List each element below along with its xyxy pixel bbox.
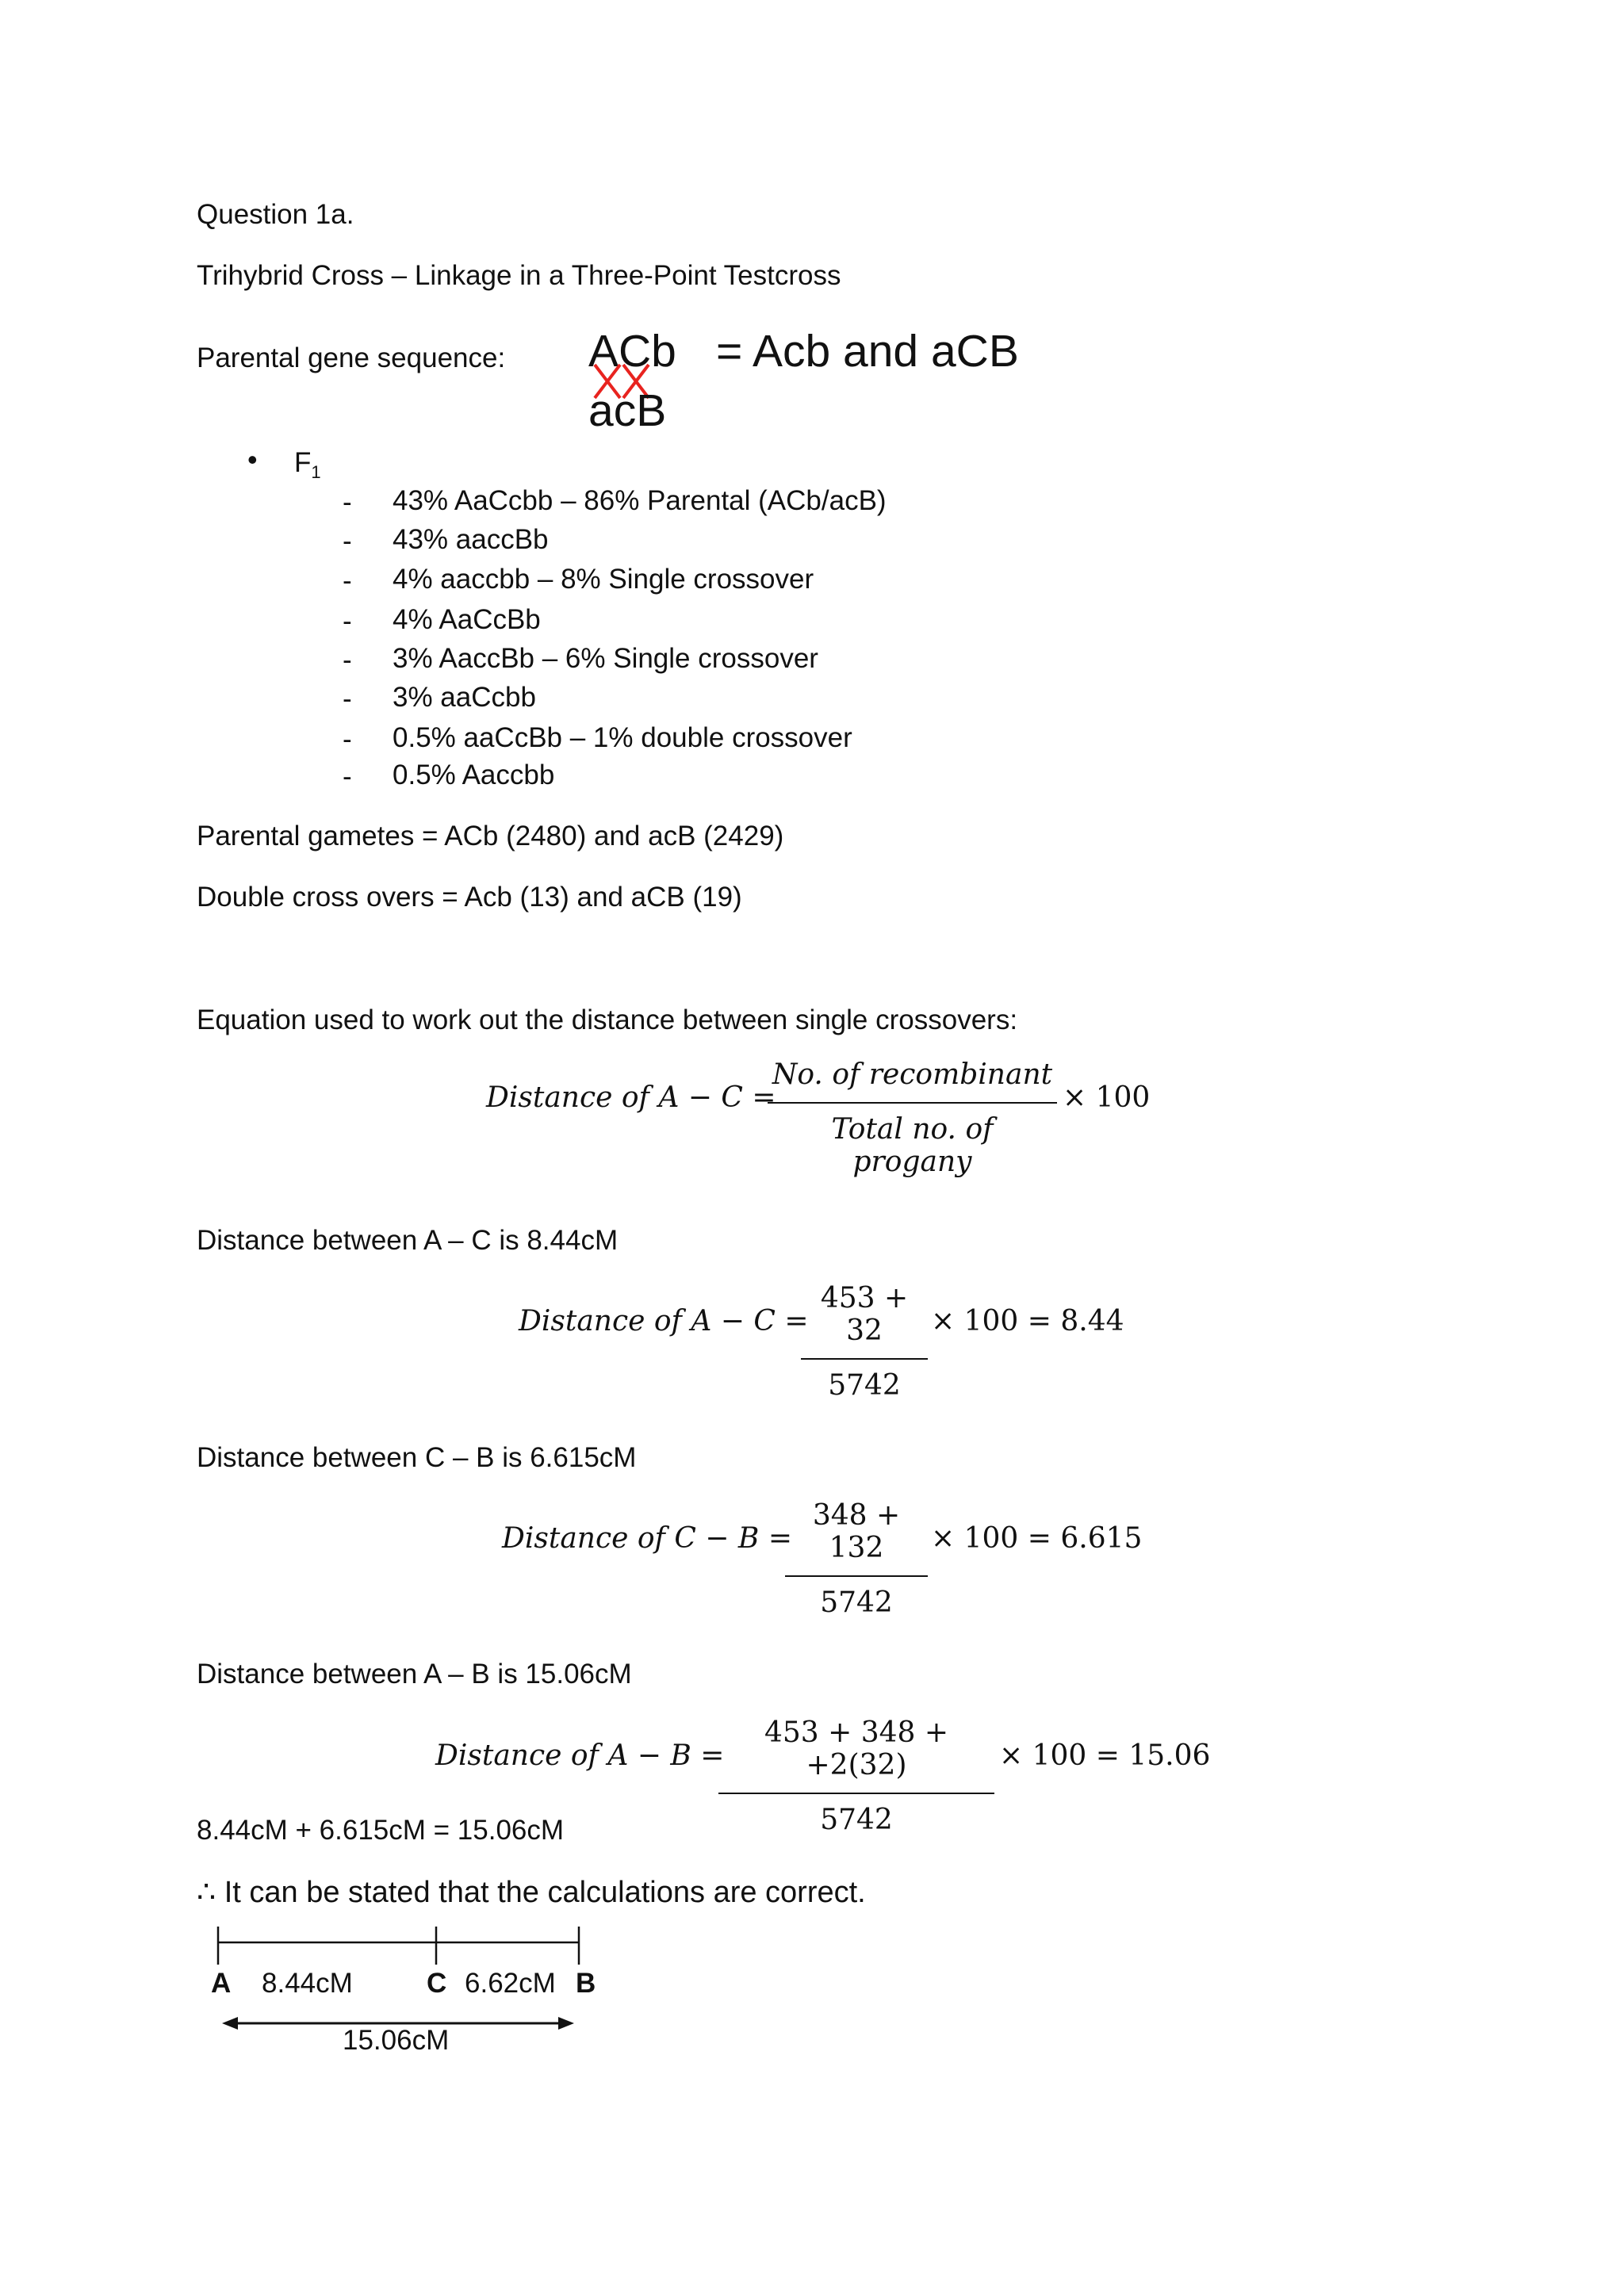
list-dash: - (343, 606, 352, 637)
ab-eq-denominator: 5742 (820, 1804, 893, 1836)
list-dash: - (343, 761, 352, 792)
general-eq-lhs: Distance of A − C = (486, 1081, 776, 1114)
ab-eq-numerator: 453 + 348 + +2(32) (718, 1716, 994, 1794)
parental-gametes: Parental gametes = ACb (2480) and acB (2429) (197, 821, 784, 851)
map-total-distance: 15.06cM (343, 2025, 450, 2056)
list-dash: - (343, 724, 352, 755)
general-eq-fraction (768, 1058, 1057, 1178)
list-item: 0.5% Aaccbb (393, 760, 555, 790)
list-item: 43% aaccBb (393, 524, 549, 555)
list-item: 3% AaccBb – 6% Single crossover (393, 643, 818, 674)
arrow-left-icon (222, 2017, 238, 2030)
list-item: 4% AaCcBb (393, 604, 541, 635)
ac-eq-fraction (801, 1282, 928, 1402)
map-label-b: B (576, 1968, 596, 1999)
general-eq-rhs: × 100 (1063, 1081, 1151, 1114)
cb-eq-numerator: 348 + 132 (785, 1499, 928, 1577)
parental-sequence-label: Parental gene sequence: (197, 342, 506, 373)
general-eq-numerator: No. of recombinant (768, 1058, 1057, 1104)
map-distance-ac: 8.44cM (262, 1968, 353, 1999)
sum-check: 8.44cM + 6.615cM = 15.06cM (197, 1815, 565, 1846)
f1-bullet: • (247, 443, 258, 476)
map-label-c: C (427, 1968, 447, 1999)
ac-distance-statement: Distance between A – C is 8.44cM (197, 1225, 619, 1256)
list-item: 3% aaCcbb (393, 682, 536, 713)
ac-eq-lhs: Distance of A − C = (519, 1305, 809, 1337)
general-eq-denominator: Total no. of progany (831, 1113, 994, 1178)
double-crossovers: Double cross overs = Acb (13) and aCB (19) (197, 882, 742, 913)
cb-eq-lhs: Distance of C − B = (502, 1522, 792, 1555)
list-dash: - (343, 487, 352, 518)
cb-eq-rhs: × 100 = 6.615 (931, 1522, 1143, 1555)
list-dash: - (343, 683, 352, 714)
ac-eq-denominator: 5742 (828, 1369, 901, 1402)
parental-top-strand: ACb (588, 326, 676, 377)
ab-eq-lhs: Distance of A − B = (435, 1739, 725, 1772)
ab-eq-fraction (718, 1716, 994, 1836)
parental-bottom-strand: acB (588, 385, 667, 436)
cb-eq-fraction (785, 1499, 928, 1619)
equation-intro: Equation used to work out the distance between single crossovers: (197, 1004, 1018, 1035)
arrow-right-icon (558, 2017, 574, 2030)
question-number: Question 1a. (197, 199, 354, 230)
ab-distance-statement: Distance between A – B is 15.06cM (197, 1659, 632, 1689)
list-item: 0.5% aaCcBb – 1% double crossover (393, 722, 852, 753)
list-dash: - (343, 645, 352, 675)
list-item: 43% AaCcbb – 86% Parental (ACb/acB) (393, 485, 887, 516)
map-distance-cb: 6.62cM (465, 1968, 556, 1999)
ab-eq-rhs: × 100 = 15.06 (999, 1739, 1211, 1772)
list-item: 4% aaccbb – 8% Single crossover (393, 564, 814, 595)
cb-distance-statement: Distance between C – B is 6.615cM (197, 1442, 637, 1473)
list-dash: - (343, 565, 352, 596)
ac-eq-numerator: 453 + 32 (801, 1282, 928, 1360)
parental-equals-text: = Acb and aCB (716, 326, 1019, 377)
list-dash: - (343, 526, 352, 557)
page-subtitle: Trihybrid Cross – Linkage in a Three-Point Testcross (197, 260, 841, 291)
conclusion: ∴ It can be stated that the calculations are correct. (197, 1876, 866, 1909)
f1-label: $F_1$ (294, 447, 321, 482)
cb-eq-denominator: 5742 (820, 1586, 893, 1619)
ac-eq-rhs: × 100 = 8.44 (931, 1305, 1124, 1337)
map-label-a: A (211, 1968, 232, 1999)
